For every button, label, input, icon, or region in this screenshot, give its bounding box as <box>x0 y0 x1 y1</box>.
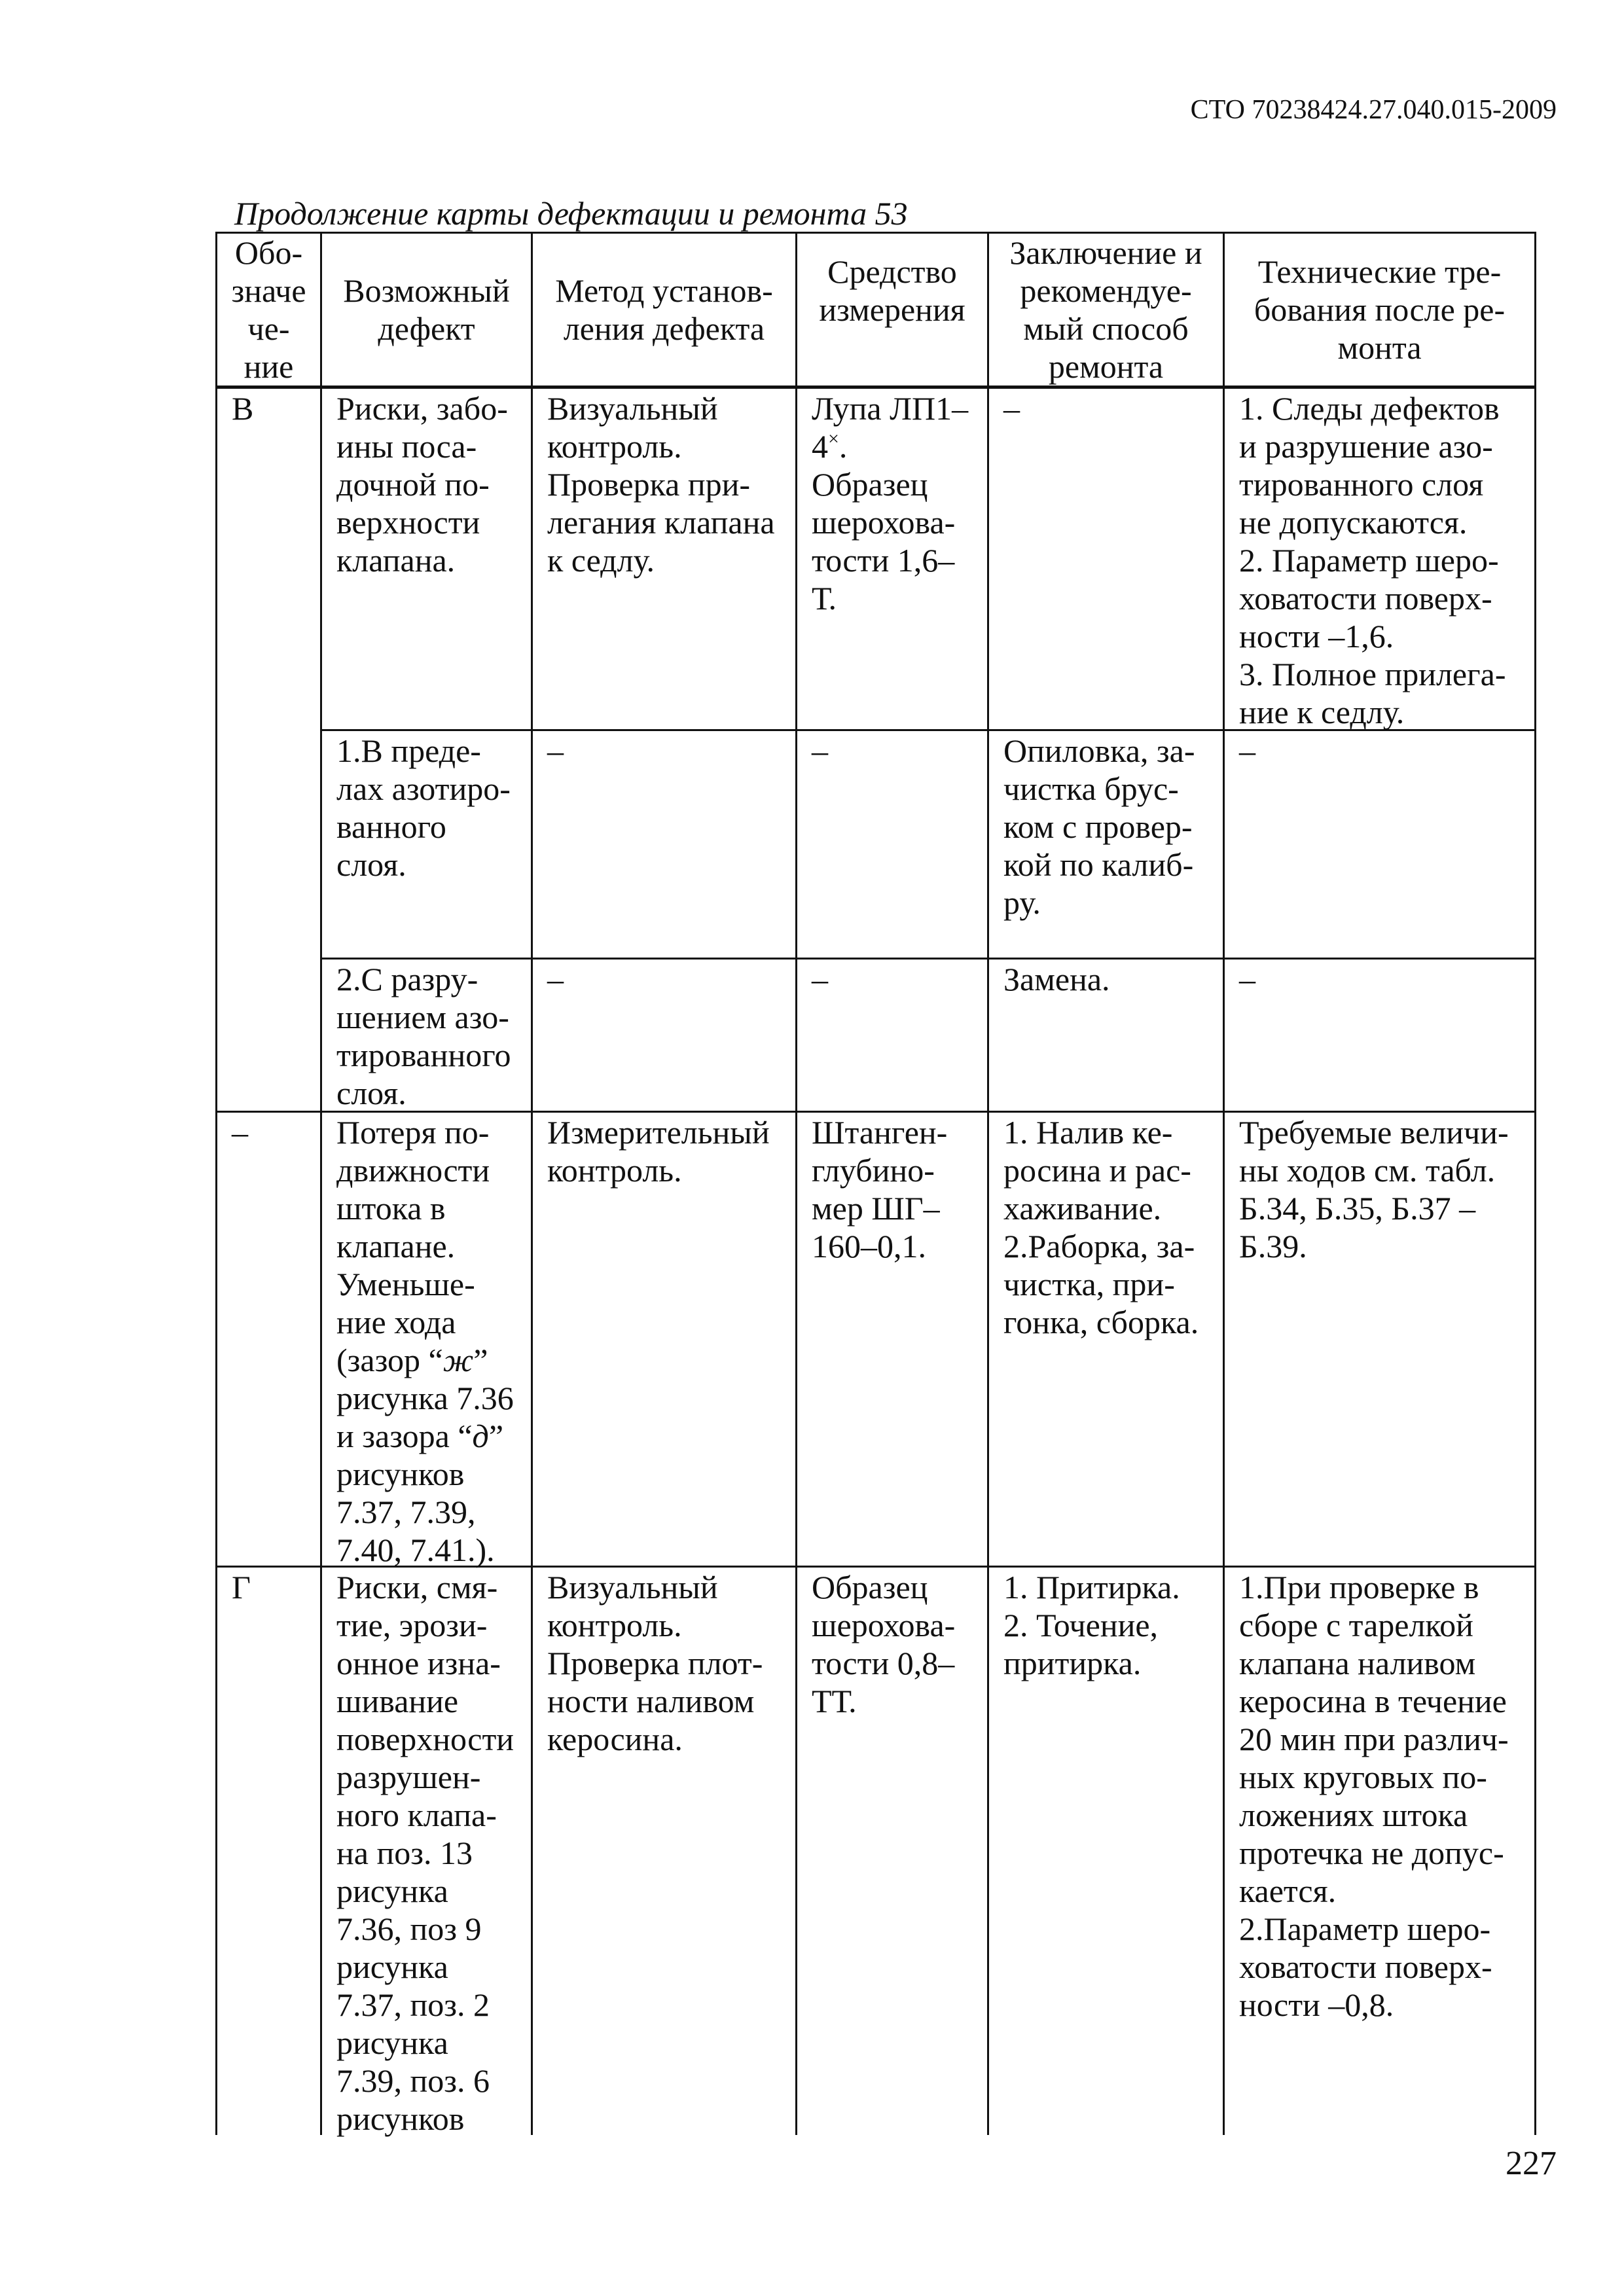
running-header: СТО 70238424.27.040.015-2009 <box>1190 95 1557 125</box>
cell-technical-requirements: – <box>1225 731 1536 960</box>
cell-repair-conclusion: 1. Налив ке- росина и рас- хаживание. 2.Раборка, за- чистка, при- гонка, сборка. <box>989 1113 1225 1568</box>
column-header-repair-conclusion: Заключение и рекомендуе- мый способ ремонта <box>989 234 1225 389</box>
defect-text-middle: ” рисунка 7.36 и зазора “ <box>336 1342 514 1454</box>
cell-measuring-tool: Образец шерохова- тости 0,8– ТТ. <box>797 1568 989 2135</box>
page-number: 227 <box>1506 2145 1557 2182</box>
measuring-tool-text: Лупа ЛП1– 4 <box>812 390 969 465</box>
cell-repair-conclusion: Опиловка, за- чистка брус- ком с провер- кой по калиб- ру. <box>989 731 1225 960</box>
cell-technical-requirements: 1. Следы дефектов и разрушение азо- тированного слоя не допускаются. 2. Параметр шеро- ховатости поверх- ности –1,6. 3. Полное прилега- ние к седлу. <box>1225 389 1536 731</box>
column-header-measuring-tool: Средство измерения <box>797 234 989 389</box>
cell-designation: – <box>217 1113 322 1568</box>
cell-technical-requirements: 1.При проверке в сборе с тарелкой клапана наливом керосина в течение 20 мин при различ- ных круговых по- ложениях штока протечка не допус- кается. 2.Параметр шеро- ховатости поверх- ности –0,8. <box>1225 1568 1536 2135</box>
magnification-superscript: × <box>828 428 839 450</box>
cell-defect: 2.С разру- шением азо- тированного слоя. <box>322 960 533 1113</box>
column-header-designation: Обо- значе че- ние <box>217 234 322 389</box>
defect-gap-label: ж <box>442 1342 474 1378</box>
cell-measuring-tool: Штанген- глубино- мер ШГ– 160–0,1. <box>797 1113 989 1568</box>
defect-text: Потеря по- движности штока в клапане. Уменьше- ние хода (зазор “ <box>336 1114 490 1378</box>
column-header-defect: Возможный дефект <box>322 234 533 389</box>
cell-repair-conclusion: Замена. <box>989 960 1225 1113</box>
cell-detection-method: Измерительный контроль. <box>533 1113 797 1568</box>
cell-detection-method: – <box>533 731 797 960</box>
cell-defect <box>322 1113 533 1568</box>
cell-technical-requirements: Требуемые величи- ны ходов см. табл. Б.34, Б.35, Б.37 – Б.39. <box>1225 1113 1536 1568</box>
cell-repair-conclusion: 1. Притирка. 2. Точение, притирка. <box>989 1568 1225 2135</box>
cell-designation: В <box>217 389 322 1113</box>
cell-defect: 1.В преде- лах азотиро- ванного слоя. <box>322 731 533 960</box>
cell-repair-conclusion: – <box>989 389 1225 731</box>
cell-measuring-tool: – <box>797 731 989 960</box>
cell-technical-requirements: – <box>1225 960 1536 1113</box>
measuring-tool-text-continued: . Образец шерохова- тости 1,6– Т. <box>812 428 956 617</box>
cell-detection-method: Визуальный контроль. Проверка при- легания клапана к седлу. <box>533 389 797 731</box>
cell-designation: Г <box>217 1568 322 2135</box>
table-caption: Продолжение карты дефектации и ремонта 53 <box>234 195 908 232</box>
column-header-technical-requirements: Технические тре- бования после ре- монта <box>1225 234 1536 389</box>
cell-measuring-tool <box>797 389 989 731</box>
column-header-detection-method: Метод установ- ления дефекта <box>533 234 797 389</box>
cell-detection-method: Визуальный контроль. Проверка плот- ности наливом керосина. <box>533 1568 797 2135</box>
defect-repair-table <box>215 232 1536 2135</box>
cell-measuring-tool: – <box>797 960 989 1113</box>
defect-text-end: ” рисунков 7.37, 7.39, 7.40, 7.41.). <box>336 1418 504 1568</box>
cell-detection-method: – <box>533 960 797 1113</box>
cell-defect: Риски, смя- тие, эрози- онное изна- шивание поверхности разрушен- ного клапа- на поз. 13 рисунка 7.36, поз 9 рисунка 7.37, поз. 2 рисунка 7.39, поз. 6 рисунков <box>322 1568 533 2135</box>
defect-gap-label: д <box>472 1418 489 1454</box>
cell-defect: Риски, забо- ины поса- дочной по- верхности клапана. <box>322 389 533 731</box>
